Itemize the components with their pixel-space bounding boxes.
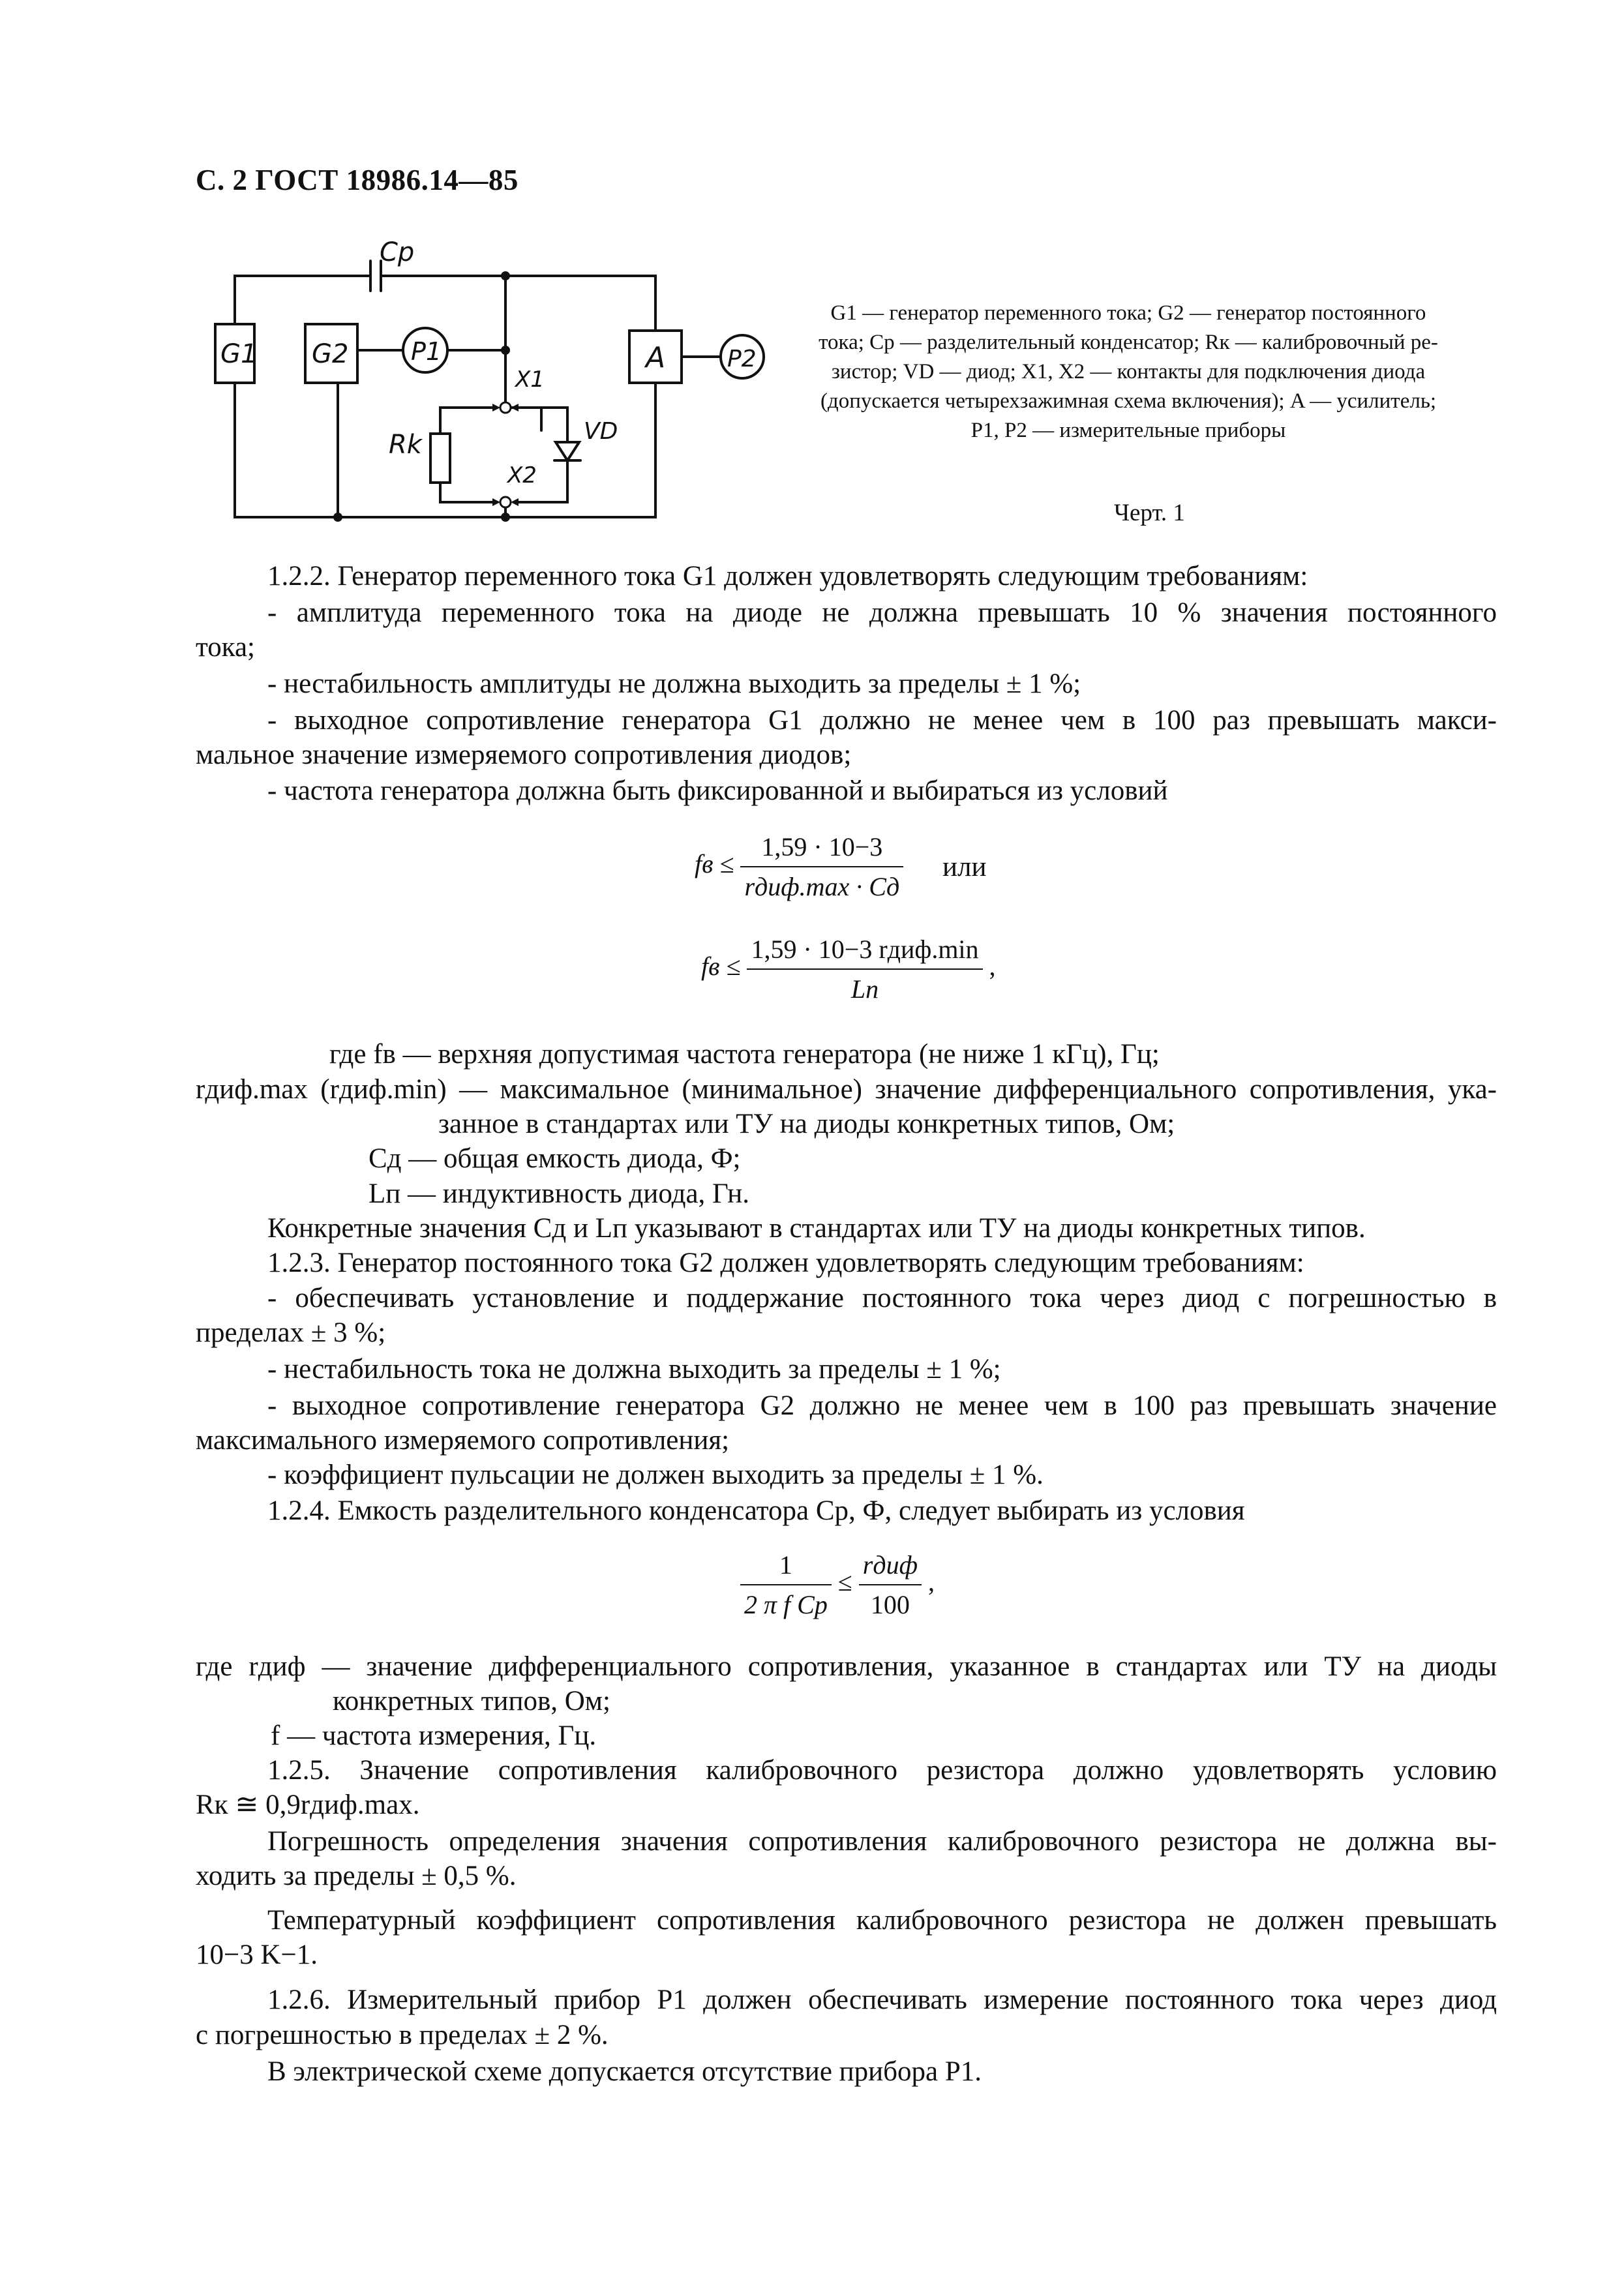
s122-p3: - нестабильность амплитуды не должна выходить за пределы ± 1 %; bbox=[267, 668, 1081, 699]
s123-p1: 1.2.3. Генератор постоянного тока G2 должен удовлетворять следующим требованиям: bbox=[267, 1248, 1304, 1278]
s126-p1b: с погрешностью в пределах ± 2 %. bbox=[196, 2020, 609, 2050]
figure-caption bbox=[779, 299, 1477, 445]
formula-1-lhs: fв ≤ bbox=[695, 849, 734, 879]
s124-p1: 1.2.4. Емкость разделительного конденсатора Cр, Ф, следует выбирать из условия bbox=[267, 1495, 1245, 1526]
s123-p3: - нестабильность тока не должна выходить за пределы ± 1 %; bbox=[267, 1354, 1001, 1385]
wire-top bbox=[235, 276, 655, 331]
label-rk: Rk bbox=[389, 430, 422, 460]
formula-2 bbox=[701, 934, 996, 1004]
s126-p2: В электрической схеме допускается отсутствие прибора P1. bbox=[267, 2056, 982, 2087]
caption-line: G1 — генератор переменного тока; G2 — генератор постоянного bbox=[830, 301, 1426, 325]
label-vd: VD bbox=[584, 418, 618, 445]
label-p1: P1 bbox=[411, 337, 442, 366]
caption-line: тока; Cр — разделительный конденсатор; Rк — калибровочный ре- bbox=[819, 331, 1438, 354]
where2-l3: f — частота измерения, Гц. bbox=[271, 1720, 597, 1751]
formula-3 bbox=[740, 1550, 935, 1620]
s125-p2b: ходить за пределы ± 0,5 %. bbox=[196, 1861, 517, 1891]
formula-3-num2: rдиф bbox=[859, 1550, 922, 1585]
s122-p2b: тока; bbox=[196, 632, 255, 663]
s122-p4b: мальное значение измеряемого сопротивления диодов; bbox=[196, 740, 852, 770]
label-cp: Cp bbox=[380, 237, 415, 267]
label-x1: X1 bbox=[515, 367, 545, 393]
s123-p2b: пределах ± 3 %; bbox=[196, 1317, 386, 1348]
caption-line: зистор; VD — диод; X1, X2 — контакты для подключения диода bbox=[831, 360, 1426, 383]
s125-p1b: Rк ≅ 0,9rдиф.max. bbox=[196, 1790, 420, 1820]
where1-l4: Cд — общая емкость диода, Ф; bbox=[368, 1143, 741, 1174]
formula-3-den1: 2 π f Cр bbox=[744, 1590, 828, 1619]
s122-p4a: - выходное сопротивление генератора G1 должно не менее чем в 100 раз превышать макси- bbox=[267, 705, 1497, 736]
formula-or: или bbox=[942, 852, 987, 882]
s123-p4a: - выходное сопротивление генератора G2 должно не менее чем в 100 раз превышать значение bbox=[267, 1390, 1497, 1421]
s122-p5: - частота генератора должна быть фиксированной и выбираться из условий bbox=[267, 775, 1168, 806]
s123-p4b: максимального измеряемого сопротивления; bbox=[196, 1425, 730, 1456]
s123-p2a: - обеспечивать установление и поддержание постоянного тока через диод с погрешностью в bbox=[267, 1283, 1497, 1313]
s125-p3a: Температурный коэффициент сопротивления калибровочного резистора не должен превышать bbox=[267, 1905, 1497, 1936]
label-x2: X2 bbox=[507, 462, 537, 488]
formula-2-tail: , bbox=[989, 952, 996, 982]
formula-3-le: ≤ bbox=[837, 1567, 852, 1597]
circuit-diagram bbox=[196, 235, 783, 535]
formula-2-lhs: fв ≤ bbox=[701, 952, 741, 982]
where1-l5: Lп — индуктивность диода, Гн. bbox=[368, 1178, 750, 1209]
where2-l1: где rдиф — значение дифференциального сопротивления, указанное в стандартах или ТУ на диоды bbox=[196, 1651, 1497, 1682]
s122-p1: 1.2.2. Генератор переменного тока G1 должен удовлетворять следующим требованиям: bbox=[267, 561, 1308, 592]
label-a: A bbox=[646, 341, 666, 374]
wire-bottom bbox=[235, 383, 655, 517]
caption-line: (допускается четырехзажимная схема включения); A — усилитель; bbox=[820, 389, 1437, 413]
contact-x2 bbox=[500, 497, 511, 507]
where1-l1: где fв — верхняя допустимая частота генератора (не ниже 1 кГц), Гц; bbox=[329, 1039, 1160, 1070]
label-g1: G1 bbox=[220, 339, 258, 369]
caption-line: P1, P2 — измерительные приборы bbox=[970, 419, 1286, 442]
formula-3-den2: 100 bbox=[870, 1590, 910, 1619]
contact-x1 bbox=[500, 402, 511, 413]
formula-2-numerator: 1,59 · 10−3 rдиф.min bbox=[747, 934, 982, 970]
figure-label: Черт. 1 bbox=[1114, 500, 1185, 526]
label-g2: G2 bbox=[312, 339, 349, 369]
page-header: С. 2 ГОСТ 18986.14—85 bbox=[196, 164, 519, 196]
rk-resistor bbox=[430, 434, 450, 483]
label-p2: P2 bbox=[727, 346, 757, 372]
s123-p5: - коэффициент пульсации не должен выходить за пределы ± 1 %. bbox=[267, 1460, 1044, 1490]
formula-2-denominator: Lп bbox=[850, 974, 879, 1004]
where2-l2: конкретных типов, Ом; bbox=[333, 1686, 610, 1716]
formula-1-denominator: rдиф.max · Cд bbox=[744, 872, 900, 901]
s126-p1a: 1.2.6. Измерительный прибор P1 должен обеспечивать измерение постоянного тока через диод bbox=[267, 1985, 1497, 2015]
formula-1 bbox=[695, 832, 903, 902]
s125-p1a: 1.2.5. Значение сопротивления калибровочного резистора должно удовлетворять условию bbox=[267, 1755, 1497, 1786]
where1-l2: rдиф.max (rдиф.min) — максимальное (минимальное) значение дифференциального сопротивления, ука- bbox=[196, 1074, 1497, 1105]
formula-3-tail: , bbox=[928, 1567, 935, 1597]
s125-p3b: 10−3 K−1. bbox=[196, 1940, 318, 1970]
vd-diode bbox=[556, 442, 579, 460]
formula-3-num1: 1 bbox=[740, 1550, 832, 1585]
where1-l3: занное в стандартах или ТУ на диоды конкретных типов, Ом; bbox=[438, 1109, 1175, 1139]
s125-p2a: Погрешность определения значения сопротивления калибровочного резистора не должна вы- bbox=[267, 1826, 1497, 1857]
formula-1-numerator: 1,59 · 10−3 bbox=[740, 832, 903, 867]
where1-l6: Конкретные значения Cд и Lп указывают в стандартах или ТУ на диоды конкретных типов. bbox=[267, 1213, 1366, 1244]
s122-p2a: - амплитуда переменного тока на диоде не должна превышать 10 % значения постоянного bbox=[267, 597, 1497, 628]
